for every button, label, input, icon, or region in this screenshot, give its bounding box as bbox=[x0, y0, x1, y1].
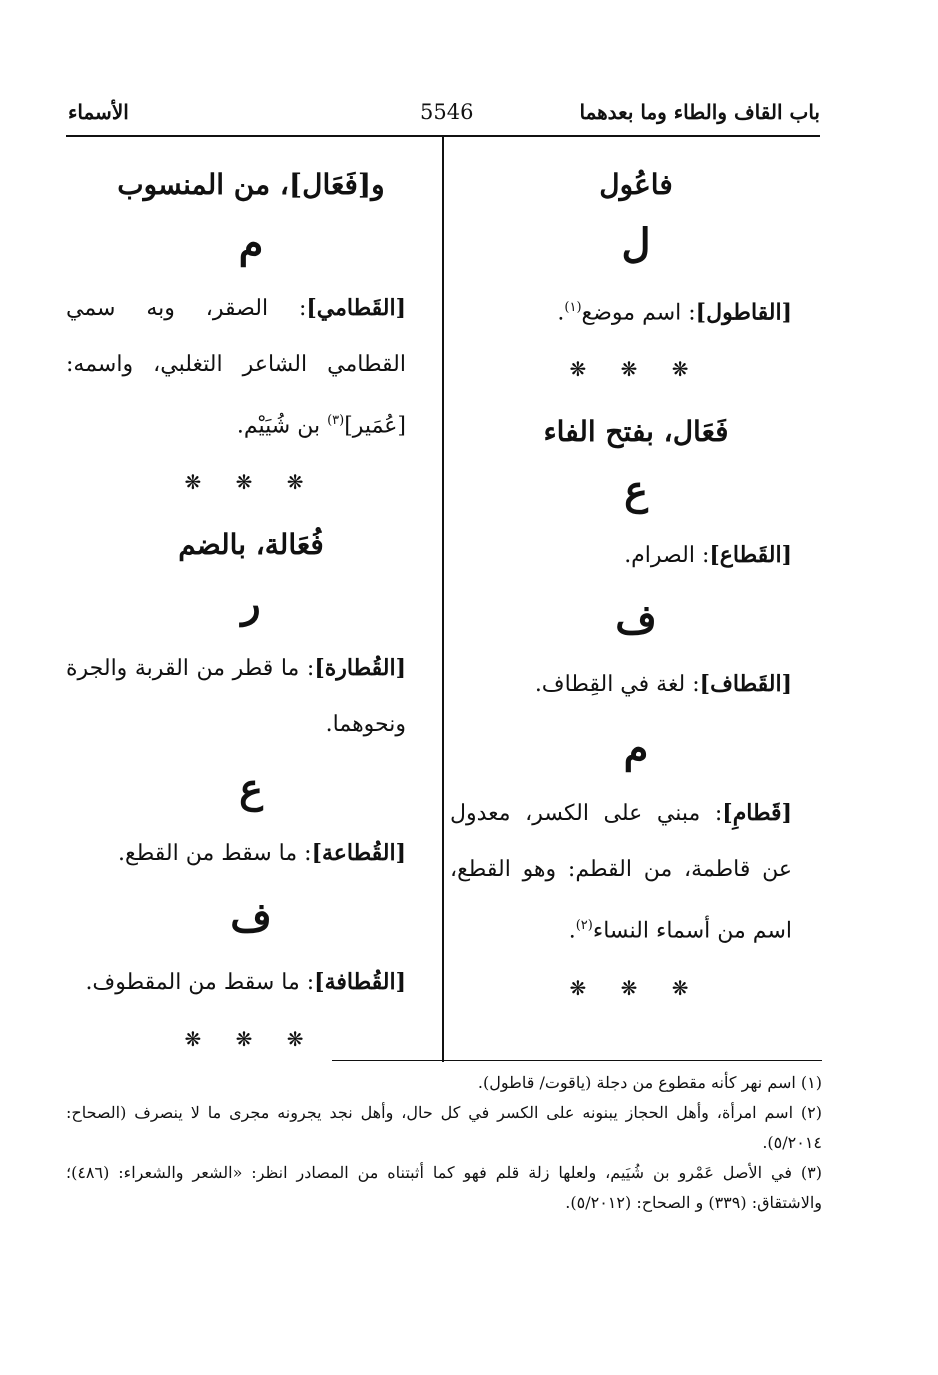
letter-heading: ل bbox=[621, 220, 651, 267]
letter-heading: م bbox=[623, 725, 649, 773]
footnotes bbox=[66, 1068, 822, 1218]
entry-definition: : مبني على الكسر، معدول عن قاطمة، من القطم: وهو القطع، اسم من أسماء النساء bbox=[450, 801, 792, 944]
column-divider bbox=[442, 137, 444, 1062]
entry-definition: : الصرام. bbox=[624, 543, 710, 569]
section-separator: ❋ ❋ ❋ bbox=[569, 357, 703, 382]
page-number: 5546 bbox=[420, 100, 474, 124]
entry-end: بن شُيَيْم. bbox=[236, 413, 328, 439]
entry-term: [قَطامِ] bbox=[722, 800, 792, 827]
pattern-heading: و[فَعَال]، من المنسوب bbox=[117, 168, 385, 201]
entry-term: [القُطارة] bbox=[314, 655, 406, 682]
pattern-heading: فاعُول bbox=[599, 168, 673, 201]
footnote-1: (١) اسم نهر كأنه مقطوع من دجلة (ياقوت/ قاطول). bbox=[477, 1073, 822, 1092]
entry-definition: : الصقر، وبه سمي القطامي الشاعر التغلبي، واسمه: [عُمَير] bbox=[66, 296, 406, 439]
section-separator: ❋ ❋ ❋ bbox=[184, 470, 318, 495]
dictionary-entry bbox=[450, 280, 822, 341]
dictionary-entry bbox=[450, 527, 822, 584]
entry-end: . bbox=[568, 918, 576, 944]
entry-definition: : ما قطر من القربة والجرة ونحوهما. bbox=[66, 656, 406, 738]
entry-definition: : ما سقط من القطع. bbox=[118, 841, 312, 867]
entry-term: [القاطول] bbox=[695, 299, 792, 326]
footnote-ref: (٣) bbox=[327, 413, 345, 428]
entry-term: [القَطاف] bbox=[699, 671, 792, 698]
dictionary-entry bbox=[66, 825, 436, 882]
left-column bbox=[66, 150, 436, 1067]
dictionary-entry bbox=[66, 280, 436, 454]
pattern-heading: فُعَالة، بالضم bbox=[178, 528, 324, 562]
dictionary-entry bbox=[450, 785, 822, 959]
pattern-heading: فَعَال، بفتح الفاء bbox=[543, 415, 729, 449]
entry-definition: : لغة في القِطاف. bbox=[534, 672, 700, 698]
letter-heading: ف bbox=[615, 596, 657, 644]
running-header-chapter: باب القاف والطاء وما بعدهما bbox=[579, 100, 820, 124]
letter-heading: ع bbox=[624, 467, 648, 515]
section-separator: ❋ ❋ ❋ bbox=[569, 975, 703, 1000]
dictionary-entry bbox=[66, 640, 436, 753]
letter-heading: ع bbox=[239, 765, 263, 813]
dictionary-entry bbox=[450, 656, 822, 713]
footnote-ref: (١) bbox=[564, 300, 582, 315]
entry-term: [القُطاعة] bbox=[311, 840, 406, 867]
entry-definition: : ما سقط من المقطوف. bbox=[85, 970, 315, 996]
footnote-3: (٣) في الأصل عَمْرو بن شُيَيم، ولعلها زلة قلم فهو كما أثبتناه من المصادر انظر: «الشعر والشعراء: (٤٨٦)؛ والاشتقاق: (٣٣٩) و الصحاح: (٥/٢٠١٢). bbox=[66, 1163, 822, 1212]
entry-term: [القَطامي] bbox=[306, 295, 406, 321]
entry-term: [القَطاع] bbox=[709, 542, 792, 569]
running-header-section: الأسماء bbox=[68, 100, 129, 124]
section-separator: ❋ ❋ ❋ bbox=[184, 1027, 318, 1052]
entry-definition: : اسم موضع bbox=[581, 300, 696, 326]
footnote-2: (٢) اسم امرأة، وأهل الحجاز يبنونه على الكسر في كل حال، وأهل نجد يجرونه مجرى ما لا ينصرف (الصحاح: ٥/٢٠١٤). bbox=[66, 1103, 822, 1152]
entry-end: . bbox=[557, 300, 565, 326]
entry-term: [القُطافة] bbox=[314, 969, 406, 996]
letter-heading: ف bbox=[230, 894, 272, 942]
dictionary-entry bbox=[66, 954, 436, 1011]
footnote-ref: (٢) bbox=[575, 918, 593, 934]
letter-heading: ر bbox=[241, 580, 261, 628]
footnote-rule bbox=[332, 1060, 822, 1061]
letter-heading: م bbox=[238, 220, 264, 267]
right-column bbox=[450, 150, 822, 1016]
